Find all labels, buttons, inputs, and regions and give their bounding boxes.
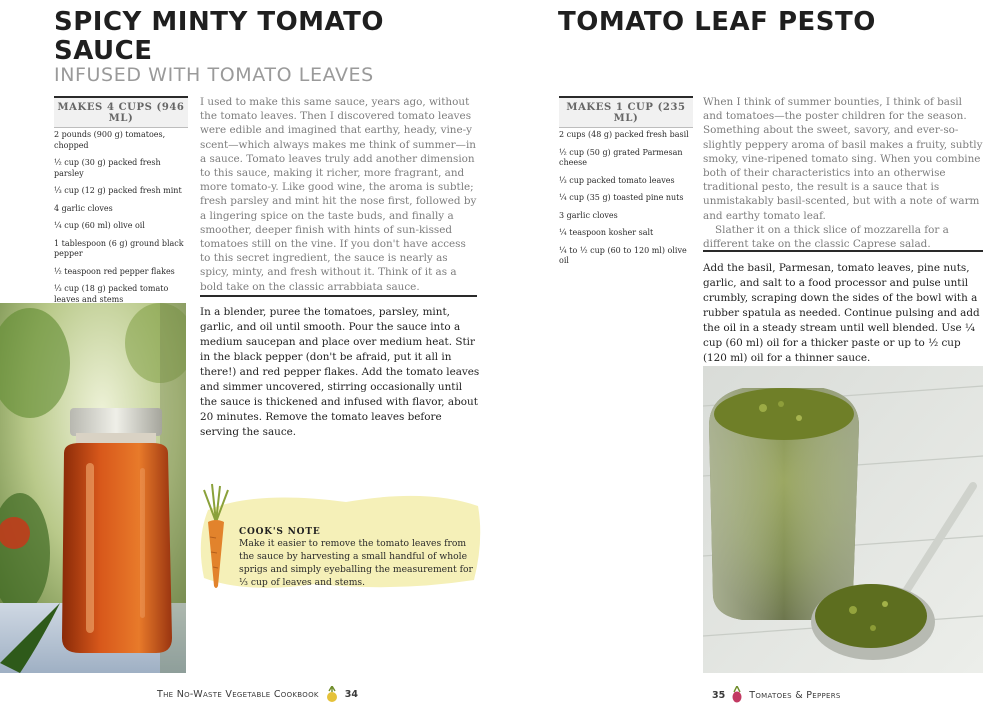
recipe-title: TOMATO LEAF PESTO (558, 7, 876, 37)
method-text: Add the basil, Parmesan, tomato leaves, pine nuts, garlic, and salt to a food processor and pulse until crumbly, scraping down the sides of the bowl with a rubber spatula as needed. Continue pulsing and add the oil in a steady stream until well blended. Use ¼ cup (60 ml) oil for a thicker paste or up to ½ cup (120 ml) oil for a thinner sauce. (703, 262, 980, 364)
sauce-jar-illustration (0, 303, 186, 673)
pineapple-icon (325, 686, 339, 702)
recipe-subtitle: INFUSED WITH TOMATO LEAVES (54, 64, 374, 86)
method-text: In a blender, puree the tomatoes, parsley, mint, garlic, and oil until smooth. Pour the sauce into a medium saucepan and place over medium heat. Stir in the black pepper (don't be afraid, put it all in there!) and red pepper flakes. Add the tomato leaves and simmer uncovered, stirring occasionally until the sauce is thickened and infused with flavor, about 20 minutes. Remove the tomato leaves before serving the sauce. (200, 306, 480, 438)
ingredient-item: ¼ cup (35 g) toasted pine nuts (559, 193, 684, 202)
radish-icon (731, 686, 743, 703)
left-footer (157, 686, 358, 702)
ingredient-item: ⅓ cup (12 g) packed fresh mint (54, 186, 182, 195)
cooks-note-heading: COOK'S NOTE (239, 527, 321, 537)
ingredient-item: ⅓ cup packed tomato leaves (559, 175, 675, 185)
ingredient-item: ¼ cup (60 ml) olive oil (54, 221, 145, 230)
ingredient-item: ¼ teaspoon kosher salt (559, 228, 654, 237)
ingredient-item: 4 garlic cloves (54, 203, 113, 213)
ingredient-item: ¼ to ½ cup (60 to 120 ml) olive oil (559, 245, 687, 265)
ingredient-item: ⅓ cup (18 g) packed tomato leaves and stems (54, 284, 169, 304)
carrot-icon (198, 482, 234, 592)
ingredient-list (559, 130, 697, 274)
ingredient-item: ½ cup (50 g) grated Parmesan cheese (559, 147, 683, 167)
method-divider (703, 250, 983, 252)
ingredient-item: 2 pounds (900 g) tomatoes, chopped (54, 130, 166, 150)
page-number: 34 (344, 688, 359, 700)
intro-paragraph: I used to make this same sauce, years ago, without the tomato leaves. Then I discovered tomato leaves were edible and imagined that earthy, heady, vine-y scent—which always makes me think of summer—in a sauce. Tomato leaves truly add another dimension to this sauce, making it richer, more fragrant, and more tomato-y. Like good wine, the aroma is subtle; fresh parsley and mint hit the nose first, followed by a lingering spice on the taste buds, and finally a smoother, deeper finish with hints of sun-kissed tomatoes still on the vine. If you don't have access to this secret ingredient, the sauce is nearly as spicy, minty, and fresh without it. Think of it as a bold take on the classic arrabbiata sauce. (200, 96, 477, 293)
ingredient-item: 1 tablespoon (6 g) ground black pepper (54, 238, 184, 258)
ingredient-item: ½ teaspoon red pepper flakes (54, 266, 175, 276)
intro-text (703, 95, 983, 251)
sauce-jar-photo (0, 303, 186, 673)
book-title: The No-Waste Vegetable Cookbook (157, 688, 319, 700)
page-number: 35 (712, 689, 726, 701)
intro-paragraph: Slather it on a thick slice of mozzarella for a different take on the classic Caprese salad. (703, 223, 949, 251)
intro-paragraph: When I think of summer bounties, I think of basil and tomatoes—the poster children for the season. Something about the sweet, savory, and ever-so-slightly peppery aroma of basil makes a fruity, subtly smoky, vine-ripened tomato sing. When you combine both of their characteristics into an otherwise traditional pesto, the result is a sauce that is unmistakably basil-scented, but with a note of warm and earthy tomato leaf. (703, 96, 983, 222)
yield-label: MAKES 4 CUPS (946 ML) (54, 96, 188, 128)
section-title: Tomatoes & Peppers (749, 689, 841, 701)
pesto-photo (703, 366, 983, 673)
ingredient-item: 2 cups (48 g) packed fresh basil (559, 130, 689, 139)
yield-label: MAKES 1 CUP (235 ML) (559, 96, 693, 128)
right-page (500, 0, 1000, 703)
ingredient-list (54, 130, 188, 312)
method-divider (200, 295, 477, 297)
intro-text (200, 95, 477, 294)
pesto-jar-illustration (703, 366, 983, 673)
cooks-note-body: Make it easier to remove the tomato leaves from the sauce by harvesting a small handful of whole sprigs and simply eyeballing the measurement for ⅓ cup of leaves and stems. (239, 538, 473, 588)
cooks-note (196, 480, 484, 595)
recipe-title: SPICY MINTY TOMATO SAUCE (54, 7, 384, 66)
ingredient-item: 3 garlic cloves (559, 210, 618, 220)
ingredient-item: ½ cup (30 g) packed fresh parsley (54, 158, 161, 178)
right-footer (712, 686, 841, 703)
